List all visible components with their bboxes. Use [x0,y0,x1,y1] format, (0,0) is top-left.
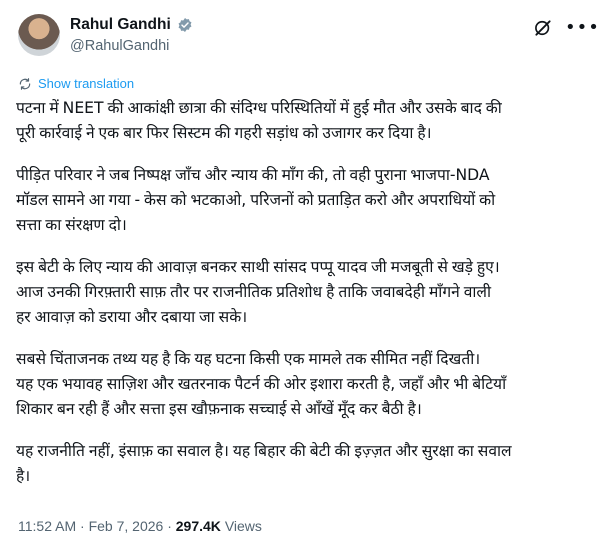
paragraph [16,255,598,330]
views-label: Views [224,518,262,534]
meta-separator: · [80,518,85,534]
author-name-row [70,16,193,34]
more-options-icon[interactable]: ••• [565,17,600,38]
text-line: यह एक भयावह साज़िश और खतरनाक पैटर्न की ओर इशारा करती है, जहाँ और भी बेटियाँ [16,375,507,393]
text-line: पीड़ित परिवार ने जब निष्पक्ष जाँच और न्याय की माँग की, तो वही पुराना भाजपा-NDA [16,166,490,184]
text-line: हर आवाज़ को डराया और दबाया जा सके। [16,308,248,326]
text-line: पूरी कार्रवाई ने एक बार फिर सिस्टम की गहरी सड़ांध को उजागर कर दिया है। [16,124,432,142]
tweet-text [16,96,598,506]
author-handle[interactable]: @RahulGandhi [70,38,170,54]
text-line: पटना में NEET की आकांक्षी छात्रा की संदिग्ध परिस्थितियों में हुई मौत और उसके बाद की [16,99,502,117]
tweet-meta [18,518,262,534]
text-line: सत्ता का संरक्षण दो। [16,216,127,234]
paragraph [16,439,598,489]
text-line: यह राजनीति नहीं, इंसाफ़ का सवाल है। यह बिहार की बेटी की इज़्ज़त और सुरक्षा का सवाल [16,442,512,460]
translate-icon [18,77,32,91]
author-name[interactable]: Rahul Gandhi [70,16,171,33]
text-line: है। [16,467,31,485]
avatar[interactable] [18,14,60,56]
text-line: इस बेटी के लिए न्याय की आवाज़ बनकर साथी सांसद पप्पू यादव जी मजबूती से खड़े हुए। [16,258,500,276]
paragraph [16,347,598,422]
view-count: 297.4K [175,518,221,534]
tweet-time[interactable]: 11:52 AM [18,518,77,534]
text-line: सबसे चिंताजनक तथ्य यह है कि यह घटना किसी एक मामले तक सीमित नहीं दिखती। [16,350,481,368]
show-translation-link[interactable] [18,76,134,91]
grok-icon[interactable] [533,18,553,38]
paragraph [16,96,598,146]
show-translation-label[interactable]: Show translation [38,76,135,91]
meta-separator: · [167,518,172,534]
paragraph [16,163,598,238]
verified-badge-icon [177,17,193,33]
text-line: शिकार बन रही हैं और सत्ता इस खौफ़नाक सच्चाई से आँखें मूँद कर बैठी है। [16,400,422,418]
tweet-date[interactable]: Feb 7, 2026 [88,518,164,534]
tweet-header [18,14,600,62]
text-line: मॉडल सामने आ गया - केस को भटकाओ, परिजनों को प्रताड़ित करो और अपराधियों को [16,191,496,209]
text-line: आज उनकी गिरफ़्तारी साफ़ तौर पर राजनीतिक प्रतिशोध है ताकि जवाबदेही माँगने वाली [16,283,492,301]
